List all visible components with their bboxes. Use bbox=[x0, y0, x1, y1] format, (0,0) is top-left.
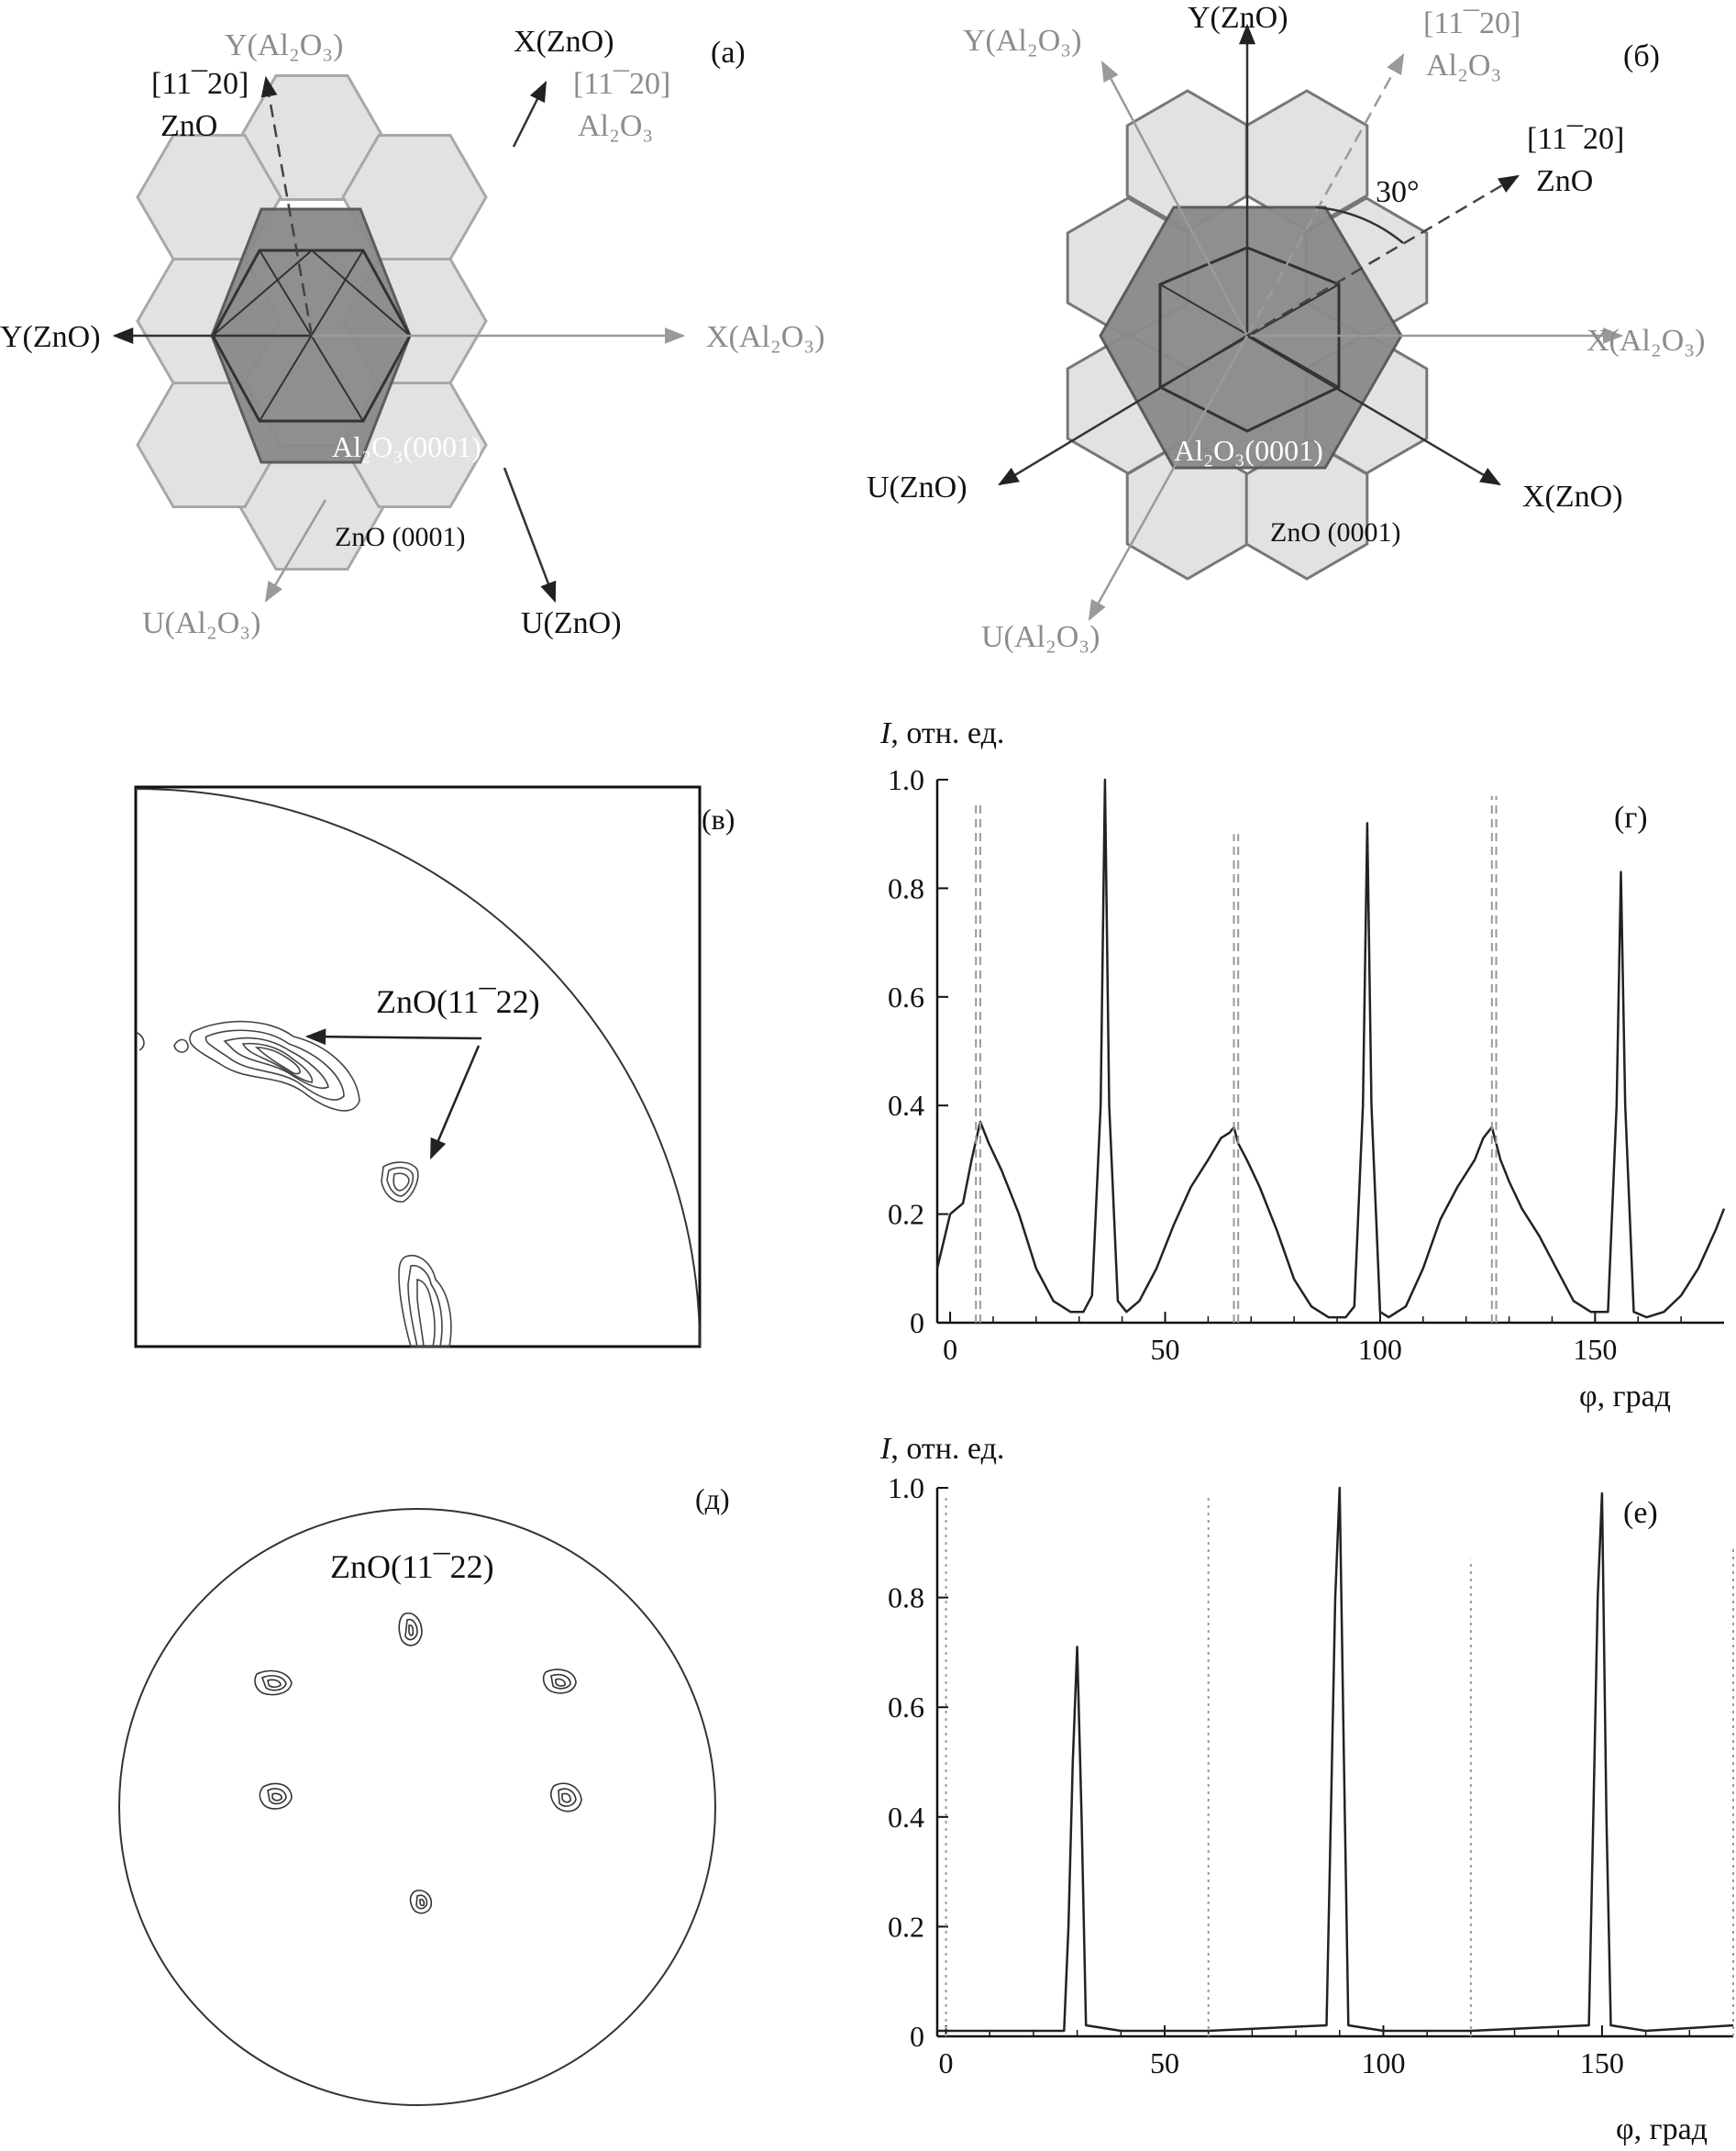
label-al2o3-0001: Al₂O₃(0001) bbox=[1174, 434, 1323, 467]
x-tick-label: 0 bbox=[938, 2046, 954, 2079]
label-u-al2o3: U(Al₂O₃) bbox=[142, 606, 261, 640]
panel-a-epitaxy-diagram bbox=[0, 0, 825, 660]
y-tick-label: 0.8 bbox=[888, 1580, 924, 1614]
chart-g-phi-scan bbox=[825, 697, 1736, 1431]
label-y-zno: Y(ZnO) bbox=[1188, 1, 1288, 35]
panel-g-tag: (г) bbox=[1614, 801, 1648, 835]
label-al2o3-0001: Al₂O₃(0001) bbox=[332, 430, 481, 463]
y-tick-label: 0.4 bbox=[888, 1089, 924, 1123]
series-line-zno bbox=[937, 1488, 1733, 2031]
panel-g-xlabel: φ, град bbox=[1579, 1380, 1671, 1414]
contour-spot-1 bbox=[174, 1022, 359, 1111]
label-u-zno: U(ZnO) bbox=[521, 606, 622, 640]
x-tick-label: 100 bbox=[1361, 2046, 1406, 2079]
label-y-al2o3: Y(Al₂O₃) bbox=[225, 28, 344, 62]
y-tick-label: 0 bbox=[910, 1306, 924, 1339]
label-dir-al-line1: [11¯20] bbox=[1423, 6, 1521, 40]
y-tick-label: 1.0 bbox=[888, 1471, 924, 1504]
series-line-zno bbox=[937, 780, 1724, 1317]
label-x-zno: X(ZnO) bbox=[514, 25, 614, 59]
label-x-zno: X(ZnO) bbox=[1522, 480, 1623, 514]
y-tick-label: 0.4 bbox=[888, 1800, 924, 1834]
spot-top bbox=[399, 1613, 422, 1646]
pole-figure-circle bbox=[119, 1509, 715, 2105]
y-tick-label: 0.2 bbox=[888, 1910, 924, 1944]
label-u-al2o3: U(Al₂O₃) bbox=[981, 620, 1100, 654]
label-dir-al-line1: [11¯20] bbox=[573, 67, 671, 101]
arrow-to-spot-1 bbox=[307, 1037, 481, 1038]
y-tick-label: 0.6 bbox=[888, 1691, 924, 1724]
panel-v-tag: (в) bbox=[702, 803, 735, 836]
panel-e-tag: (е) bbox=[1623, 1496, 1658, 1530]
panel-d-tag: (д) bbox=[695, 1482, 730, 1515]
spot-bottom bbox=[411, 1890, 432, 1913]
reflection-spots bbox=[255, 1613, 581, 1913]
y-tick-label: 0.6 bbox=[888, 980, 924, 1014]
y-tick-label: 1.0 bbox=[888, 763, 924, 796]
label-dir-zno-line1: [11¯20] bbox=[151, 67, 249, 101]
pole-figure-boundary-arc bbox=[136, 789, 700, 1347]
label-dir-zno-line1: [11¯20] bbox=[1527, 122, 1625, 156]
panel-g-ylabel: I, отн. ед. bbox=[880, 716, 1005, 750]
axis-u-zno bbox=[504, 468, 555, 601]
label-y-al2o3: Y(Al₂O₃) bbox=[963, 24, 1082, 58]
x-tick-label: 0 bbox=[943, 1333, 958, 1366]
panel-v-pole-figure-quarter bbox=[119, 771, 780, 1358]
contour-spot-3 bbox=[399, 1256, 451, 1347]
label-zno-1122: ZnO(11¯22) bbox=[376, 983, 540, 1020]
panel-e-xlabel: φ, град bbox=[1616, 2112, 1708, 2146]
label-dir-zno-line2: ZnO bbox=[1536, 164, 1594, 198]
label-zno-0001: ZnO (0001) bbox=[335, 522, 466, 552]
label-u-zno: U(ZnO) bbox=[867, 471, 968, 504]
panel-d-pole-figure bbox=[110, 1458, 780, 2146]
label-zno-0001: ZnO (0001) bbox=[1270, 517, 1401, 548]
panel-e-ylabel: I, отн. ед. bbox=[880, 1432, 1005, 1466]
y-tick-label: 0 bbox=[910, 2020, 924, 2053]
label-y-zno: Y(ZnO) bbox=[0, 320, 101, 354]
label-x-al2o3: X(Al₂O₃) bbox=[1587, 324, 1706, 358]
x-tick-label: 100 bbox=[1357, 1333, 1402, 1366]
panel-a-tag: (а) bbox=[711, 36, 746, 70]
spot-lower-right bbox=[551, 1783, 581, 1811]
panel-b-tag: (б) bbox=[1623, 39, 1660, 73]
panel-b-epitaxy-diagram bbox=[844, 0, 1736, 670]
x-tick-label: 150 bbox=[1579, 2046, 1624, 2079]
pole-figure-frame bbox=[136, 787, 700, 1347]
axis-x-zno bbox=[514, 83, 546, 147]
contour-spot-2 bbox=[381, 1162, 418, 1202]
label-angle: 30° bbox=[1376, 175, 1420, 209]
y-tick-label: 0.2 bbox=[888, 1197, 924, 1231]
label-dir-al-line2: Al₂O₃ bbox=[578, 109, 654, 143]
label-dir-zno-line2: ZnO bbox=[160, 109, 218, 143]
x-tick-label: 50 bbox=[1150, 1333, 1180, 1366]
chart-e-phi-scan bbox=[825, 1422, 1736, 2151]
x-tick-label: 50 bbox=[1150, 2046, 1179, 2079]
label-dir-al-line2: Al₂O₃ bbox=[1426, 49, 1502, 83]
spot-lower-left bbox=[260, 1783, 292, 1809]
label-zno-1122: ZnO(11¯22) bbox=[330, 1548, 494, 1585]
spot-upper-right bbox=[544, 1669, 576, 1693]
y-tick-label: 0.8 bbox=[888, 871, 924, 905]
label-x-al2o3: X(Al₂O₃) bbox=[706, 320, 825, 354]
arrow-to-spot-2 bbox=[431, 1046, 479, 1158]
x-tick-label: 150 bbox=[1573, 1333, 1618, 1366]
spot-upper-left bbox=[255, 1671, 292, 1695]
